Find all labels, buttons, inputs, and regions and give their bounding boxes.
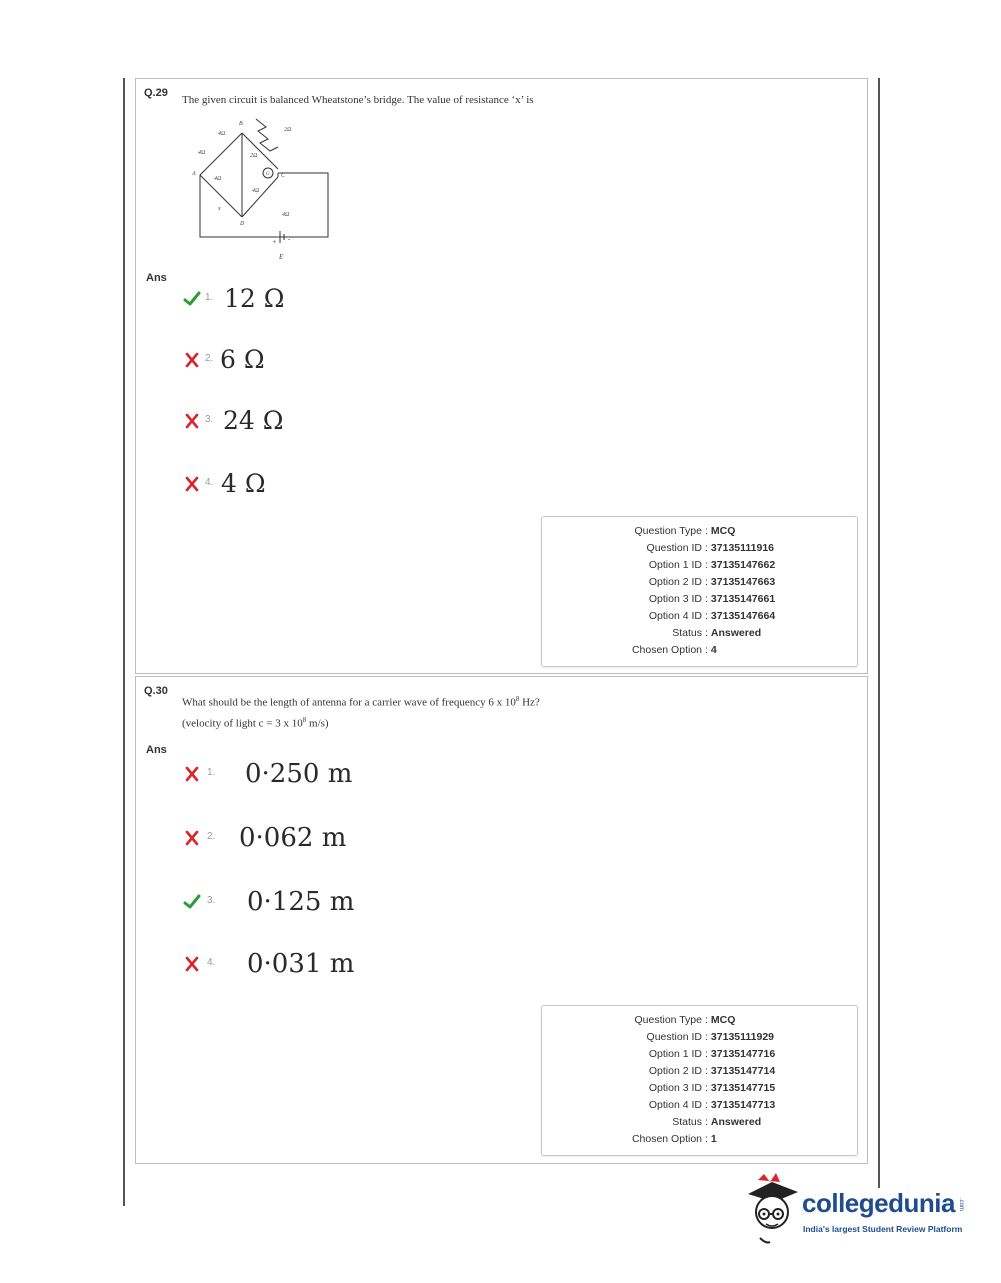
option-number: 4. — [205, 477, 214, 488]
option-number: 4. — [207, 957, 216, 968]
question-info-panel — [541, 516, 858, 667]
wheatstone-bridge-diagram — [188, 117, 348, 267]
info-row: Chosen Option : 1 — [631, 1133, 717, 1145]
option-value: 12 Ω — [224, 284, 285, 313]
resistor-label-2: 2Ω — [284, 127, 292, 133]
resistor-label-4: 2Ω — [250, 153, 258, 159]
option-number: 2. — [205, 353, 214, 364]
page-left-line — [123, 78, 125, 1206]
ans-label: Ans — [146, 744, 167, 756]
check-icon — [183, 290, 201, 308]
info-row: Status : Answered — [672, 1116, 762, 1128]
resistor-label-7: 4Ω — [282, 212, 290, 218]
info-row: Option 3 ID : 37135147715 — [648, 1082, 776, 1094]
resistor-label-5: 4Ω — [214, 176, 222, 182]
cross-icon — [183, 351, 201, 369]
resistor-label-1: 4Ω — [218, 131, 226, 137]
info-row: Question Type : MCQ — [634, 525, 736, 537]
battery-minus: - — [288, 235, 291, 243]
info-row: Option 4 ID : 37135147713 — [648, 1099, 776, 1111]
option-value: 0·062 m — [239, 823, 347, 853]
battery-plus: + — [272, 238, 277, 246]
question-number: Q.30 — [144, 685, 168, 697]
info-row: Question ID : 37135111916 — [646, 542, 774, 554]
info-row: Option 3 ID : 37135147661 — [648, 593, 776, 605]
node-label-e: E — [279, 253, 284, 261]
cross-icon — [183, 829, 201, 847]
info-row: Option 2 ID : 37135147714 — [648, 1065, 776, 1077]
node-label-c: C — [281, 173, 286, 179]
resistor-label-3: 4Ω — [198, 150, 206, 156]
node-label-b: B — [239, 121, 243, 127]
page-right-line — [878, 78, 880, 1188]
info-row: Option 1 ID : 37135147716 — [648, 1048, 776, 1060]
option-number: 2. — [207, 831, 216, 842]
cross-icon — [183, 475, 201, 493]
node-label-d: D — [240, 221, 245, 227]
option-number: 1. — [205, 292, 214, 303]
question-30-card — [135, 676, 868, 1164]
resistor-label-x: x — [218, 206, 221, 212]
option-number: 3. — [207, 895, 216, 906]
collegedunia-logo[interactable] — [740, 1172, 980, 1252]
node-label-a: A — [192, 171, 196, 177]
info-row: Chosen Option : 4 — [631, 644, 717, 656]
resistor-label-6: 4Ω — [252, 188, 260, 194]
question-29-card — [135, 78, 868, 674]
info-row: Question Type : MCQ — [634, 1014, 736, 1026]
info-row: Option 4 ID : 37135147664 — [648, 610, 776, 622]
brand-name: collegedunia — [802, 1188, 955, 1218]
option-value: 4 Ω — [221, 469, 266, 498]
node-label-g: G — [266, 172, 270, 177]
option-number: 3. — [205, 414, 214, 425]
option-value: 6 Ω — [220, 345, 265, 374]
question-number: Q.29 — [144, 87, 168, 99]
option-value: 0·125 m — [247, 887, 355, 917]
cross-icon — [183, 412, 201, 430]
ans-label: Ans — [146, 272, 167, 284]
option-value: 0·250 m — [245, 759, 353, 789]
option-value: 0·031 m — [247, 949, 355, 979]
question-subtext: (velocity of light c = 3 x $10^8$ m/s) — [182, 716, 329, 730]
cross-icon — [183, 955, 201, 973]
check-icon — [183, 893, 201, 911]
option-number: 1. — [207, 767, 216, 778]
brand-suffix: .com — [958, 1198, 964, 1212]
info-row: Status : Answered — [672, 627, 762, 639]
question-info-panel — [541, 1005, 858, 1156]
question-text: The given circuit is balanced Wheatstone’s bridge. The value of resistance ‘x’ is — [182, 94, 534, 106]
info-row: Option 1 ID : 37135147662 — [648, 559, 776, 571]
cross-icon — [183, 765, 201, 783]
mascot-icon — [740, 1172, 802, 1248]
info-row: Question ID : 37135111929 — [646, 1031, 774, 1043]
option-value: 24 Ω — [223, 406, 284, 435]
info-row: Option 2 ID : 37135147663 — [648, 576, 776, 588]
question-text: What should be the length of antenna for a carrier wave of frequency 6 x $10^8$ Hz? — [182, 695, 540, 709]
brand-tagline: India's largest Student Review Platform — [803, 1224, 963, 1234]
